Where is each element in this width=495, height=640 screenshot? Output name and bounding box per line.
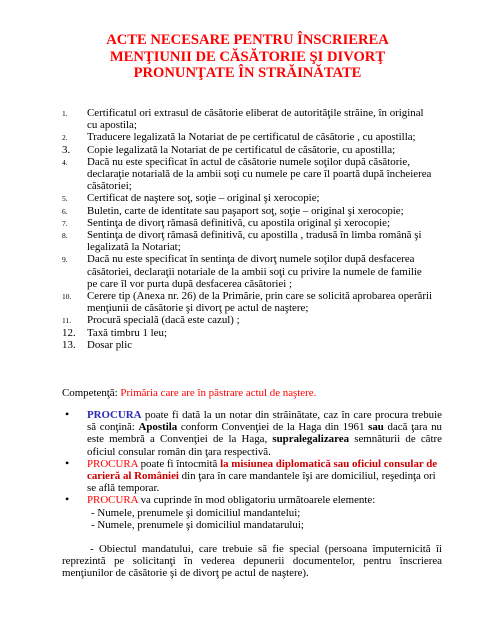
note-item (62, 494, 442, 531)
note-bold-text: la misiunea diplomatică sau oficiul consular de carieră al României (87, 457, 438, 483)
list-item (62, 290, 434, 314)
item-text: Sentinţa de divorţ rămasă definitivă, cu apostila original şi xerocopie; (87, 216, 391, 229)
item-number: 11. (62, 316, 72, 326)
item-number: 13. (62, 338, 76, 351)
item-number: 5. (62, 194, 68, 204)
note-keyword: PROCURA (87, 494, 138, 507)
item-number: 4. (62, 157, 68, 167)
note-text: conform Convenţiei de la Haga din 1961 (177, 421, 369, 434)
item-number: 10. (62, 292, 72, 302)
list-item (62, 229, 434, 253)
list-item (62, 144, 434, 156)
list-item (62, 192, 434, 204)
title-line-2: MENŢIUNII DE CĂSĂTORIE ŞI DIVORŢ (109, 48, 386, 65)
item-text: Taxă timbru 1 leu; (87, 326, 167, 339)
list-item (62, 314, 434, 326)
item-text: Traducere legalizată la Notariat de pe certificatul de căsătorie , cu apostilla; (87, 131, 416, 144)
item-number: 9. (62, 255, 68, 265)
item-number: 1. (62, 109, 68, 118)
item-number: 2. (62, 133, 68, 143)
list-item (62, 217, 434, 229)
item-number: 6. (62, 206, 68, 216)
bullet-icon: • (65, 407, 70, 421)
item-text: Dacă nu este specificat în sentinţa de divorţ numele soţilor după desfacerea căsătoriei, declaraţii notariale de la ambii soţi cu privire la numele de familie pe care îl vor purta după desfacerea căsătoriei ; (87, 253, 422, 290)
item-text: Dacă nu este specificat în actul de căsătorie numele soţilor după căsătorie, declaraţie notarială de la ambii soţi cu numele pe care îl poartă după încheierea căsătoriei; (87, 155, 432, 193)
item-number: 8. (62, 231, 68, 241)
note-text: poate fi întocmită (137, 457, 221, 470)
competence-label: Competenţă: (62, 387, 118, 399)
note-text: din ţara în care mandantele îşi are domiciliul, reşedinţa ori se află temporar. (87, 470, 436, 495)
requirements-list (62, 107, 434, 351)
note-keyword: PROCURA (87, 409, 142, 421)
item-text: Sentinţa de divorţ rămasă definitivă, cu apostilla , tradusă în limba română şi legalizată la Notariat; (87, 229, 422, 254)
item-text: Certificatul ori extrasul de căsătorie eliberat de autorităţile străine, în original cu apostila; (87, 107, 424, 132)
document-title (0, 32, 495, 82)
bullet-icon: • (65, 492, 70, 507)
note-item (62, 409, 442, 458)
mandate-element: - Numele, prenumele şi domiciliul mandantelui; (91, 506, 301, 519)
item-text: Copie legalizată la Notariat de pe certificatul de căsătorie, cu apostilla; (87, 143, 396, 156)
item-text: Cerere tip (Anexa nr. 26) de la Primărie, prin care se solicită aprobarea operării menţiunii de căsătorie şi divorţ pe actul de naştere; (87, 290, 433, 315)
note-bold-text: supralegalizarea (272, 433, 350, 446)
item-text: Dosar plic (87, 338, 133, 351)
bullet-icon: • (65, 455, 70, 470)
competence-line (62, 387, 442, 399)
list-item (62, 327, 434, 339)
item-number: 12. (62, 326, 76, 339)
note-item (62, 455, 442, 495)
title-line-3: PRONUNŢATE ÎN STRĂINĂTATE (133, 65, 362, 81)
item-number: 7. (62, 218, 68, 228)
competence-value: Primăria care are în păstrare actul de naştere. (120, 387, 317, 399)
note-text: dacă ţara nu este membră a Convenţiei de la Haga, (87, 421, 443, 446)
item-text: Certificat de naştere soţ, soţie – original şi xerocopie; (87, 192, 320, 205)
item-number: 3. (62, 143, 71, 156)
item-text: Procură specială (dacă este cazul) ; (87, 314, 240, 327)
note-text: poate fi dată la un notar din străinătate, caz în care procura trebuie să conţină: (87, 409, 442, 434)
note-text: va cuprinde în mod obligatoriu următoarele elemente: (137, 494, 376, 507)
item-text: Buletin, carte de identitate sau paşaport soţ, soţie – original şi xerocopie; (87, 204, 404, 217)
list-item (62, 107, 434, 131)
list-item (62, 205, 434, 217)
note-bold-text: Apostila (138, 421, 178, 434)
mandate-object-paragraph: - Obiectul mandatului, care trebuie să fie special (persoana împuternicită îi reprezintă pe solicitanţi în vederea depunerii documentelor, pentru înscrierea menţiunilor de căsătorie şi de divorţ pe actul de naştere). (62, 543, 442, 580)
note-bold-text: sau (368, 421, 384, 434)
list-item (62, 156, 434, 193)
note-keyword: PROCURA (87, 457, 138, 470)
title-line-1: ACTE NECESARE PENTRU ÎNSCRIEREA (106, 32, 389, 48)
list-item (62, 253, 434, 290)
list-item (62, 131, 434, 143)
notes-list (62, 409, 442, 531)
mandate-element: - Numele, prenumele şi domiciliul mandatarului; (91, 518, 304, 531)
note-text: semnăturii de către oficiul consular român din ţara respectivă. (87, 433, 442, 458)
list-item (62, 339, 434, 351)
